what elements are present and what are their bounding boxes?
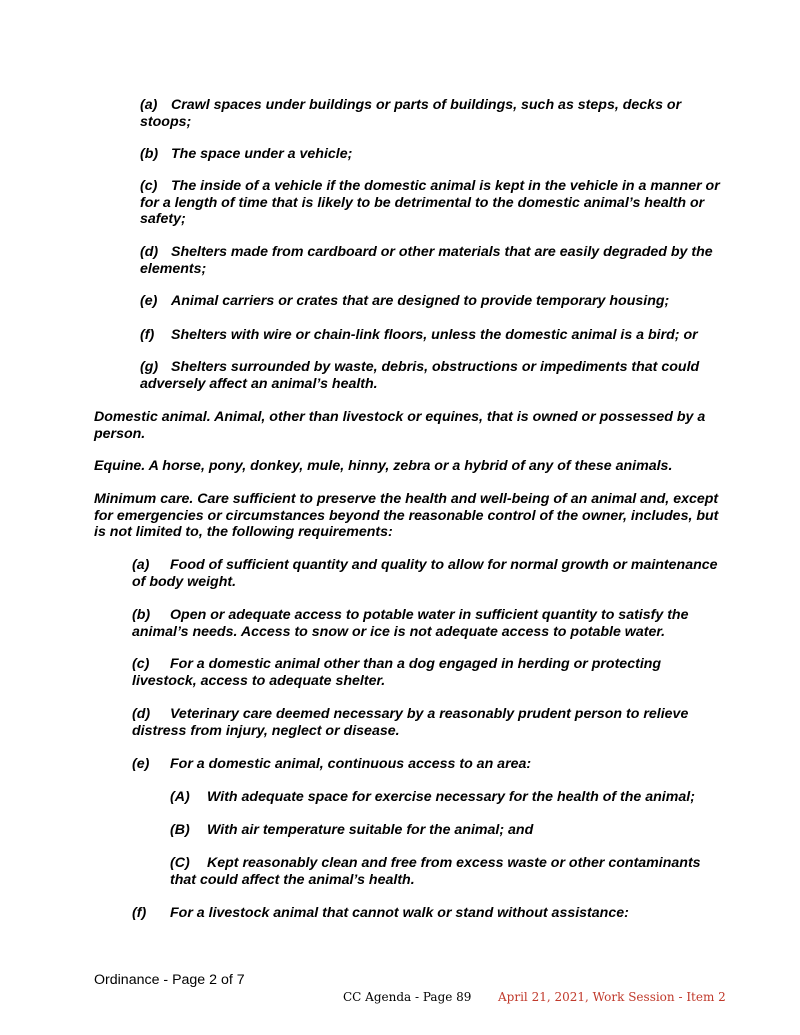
list-text: With adequate space for exercise necessary for the health of the animal; xyxy=(207,789,695,805)
list-label: (B) xyxy=(170,822,190,838)
list-text: The space under a vehicle; xyxy=(171,146,353,162)
list-text: Open or adequate access to potable water in sufficient quantity to satisfy the animal’s needs. Access to snow or ice is not adequate access to potable water. xyxy=(132,607,689,640)
list-label: (b) xyxy=(140,146,159,162)
care-item-b xyxy=(132,607,720,640)
care-item-c xyxy=(132,656,720,689)
list-label: (e) xyxy=(132,756,150,772)
list-text: For a domestic animal other than a dog engaged in herding or protecting livestock, access to adequate shelter. xyxy=(132,656,662,689)
shelter-item-d xyxy=(140,244,720,277)
list-text: Crawl spaces under buildings or parts of buildings, such as steps, decks or stoops; xyxy=(140,97,682,130)
page-number: Ordinance - Page 2 of 7 xyxy=(94,972,245,988)
definition-minimum-care: Minimum care. Care sufficient to preserve the health and well-being of an animal and, except for emergencies or circumstances beyond the reasonable control of the owner, includes, but is not limited to, the following requirements: xyxy=(94,491,719,540)
shelter-item-c xyxy=(140,178,720,228)
area-item-b xyxy=(170,822,720,839)
agenda-page: CC Agenda - Page 89 xyxy=(343,990,472,1004)
list-label: (C) xyxy=(170,855,190,871)
list-text: The inside of a vehicle if the domestic animal is kept in the vehicle in a manner or for a length of time that is likely to be detrimental to the domestic animal’s health or safety; xyxy=(140,178,720,227)
list-label: (f) xyxy=(132,905,147,921)
list-label: (A) xyxy=(170,789,190,805)
list-label: (d) xyxy=(132,706,151,722)
list-label: (a) xyxy=(132,557,150,573)
shelter-item-g xyxy=(140,359,720,392)
care-item-d xyxy=(132,706,720,739)
list-label: (a) xyxy=(140,97,158,113)
list-text: Veterinary care deemed necessary by a reasonably prudent person to relieve distress from injury, neglect or disease. xyxy=(132,706,689,739)
care-item-a xyxy=(132,557,720,590)
shelter-item-b xyxy=(140,146,720,163)
list-text: Shelters with wire or chain-link floors, unless the domestic animal is a bird; or xyxy=(171,327,698,343)
care-item-e xyxy=(132,756,720,773)
care-item-f xyxy=(132,905,720,922)
list-text: Animal carriers or crates that are designed to provide temporary housing; xyxy=(171,293,670,309)
shelter-item-e xyxy=(140,293,720,310)
list-text: Shelters surrounded by waste, debris, obstructions or impediments that could adversely affect an animal’s health. xyxy=(140,359,700,392)
list-text: For a livestock animal that cannot walk or stand without assistance: xyxy=(170,905,629,921)
definition-equine: Equine. A horse, pony, donkey, mule, hinny, zebra or a hybrid of any of these animals. xyxy=(94,458,673,474)
list-label: (g) xyxy=(140,359,159,375)
list-text: Shelters made from cardboard or other materials that are easily degraded by the elements; xyxy=(140,244,713,277)
session-label: April 21, 2021, Work Session - Item 2 xyxy=(498,990,726,1004)
area-item-a xyxy=(170,789,720,806)
list-text: For a domestic animal, continuous access to an area: xyxy=(170,756,532,772)
list-label: (b) xyxy=(132,607,151,623)
list-label: (c) xyxy=(140,178,158,194)
list-label: (f) xyxy=(140,327,155,343)
list-label: (e) xyxy=(140,293,158,309)
shelter-item-a xyxy=(140,97,720,130)
list-text: With air temperature suitable for the animal; and xyxy=(207,822,534,838)
shelter-item-f xyxy=(140,327,720,344)
list-label: (c) xyxy=(132,656,150,672)
area-item-c xyxy=(170,855,720,888)
list-label: (d) xyxy=(140,244,159,260)
list-text: Kept reasonably clean and free from excess waste or other contaminants that could affect the animal’s health. xyxy=(170,855,701,888)
definition-domestic-animal: Domestic animal. Animal, other than livestock or equines, that is owned or possessed by a person. xyxy=(94,409,706,442)
list-text: Food of sufficient quantity and quality to allow for normal growth or maintenance of body weight. xyxy=(132,557,718,590)
